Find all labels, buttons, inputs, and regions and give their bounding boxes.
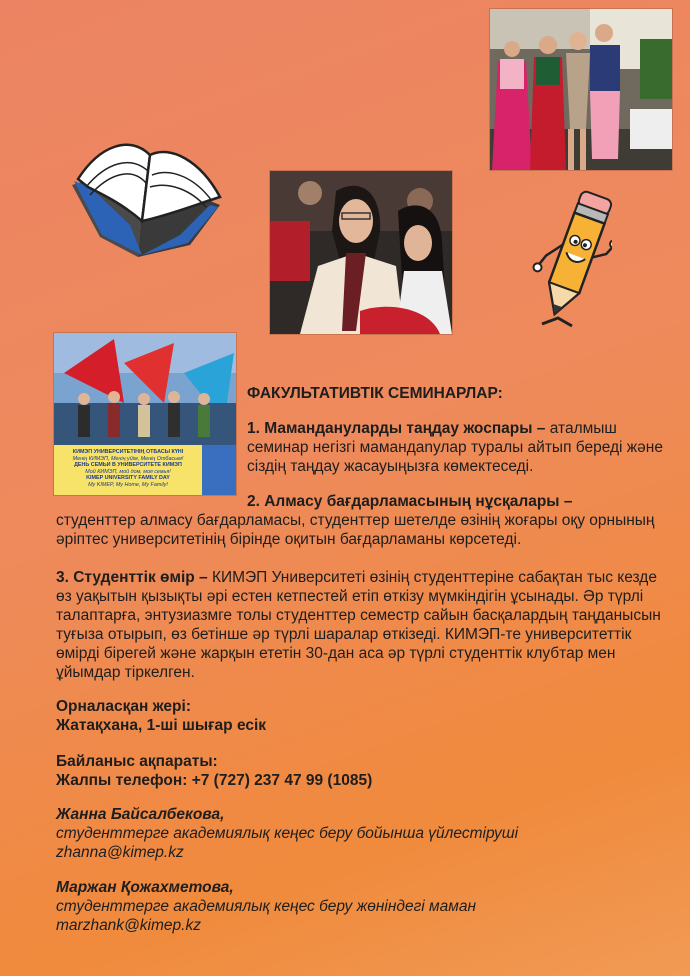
students-audience-photo [269,170,453,335]
location-section [56,697,266,735]
contacts-section [56,752,372,790]
seminar-item-2-text: студенттер алмасу бағдарламасы, студенттер шетелде өзінің жоғары оқу орнының әріптес университетінің бірінде оқитын бағдарламаны көрсетеді. [56,512,655,548]
person-role: студенттерге академиялық кеңес беру жөніндегі маман [56,898,476,915]
section-heading: ФАКУЛЬТАТИВТІК СЕМИНАРЛАР: [247,385,503,402]
pencil-icon [528,188,612,333]
banner-line: My KIMEP, My Home, My Family! [88,481,168,488]
seminar-item-text: аталмыш семинар негізгі мамандanулар туралы айтып береді және сіздің таңдау жасауыңызға көмектеседі. [247,420,663,475]
contact-person-2 [56,878,476,935]
festival-photo [489,8,673,171]
seminar-item-1 [247,419,667,476]
person-name: Жанна Байсалбекова, [56,806,225,823]
banner-line: KIMEP UNIVERSITY FAMILY DAY [86,475,170,482]
location-value: Жатақхана, 1-ші шығар есік [56,717,267,734]
seminar-item-3 [56,568,676,682]
person-role: студенттерге академиялық кеңес беру бойынша үйлестіруші [56,825,519,842]
contact-phone: Жалпы телефон: +7 (727) 237 47 99 (1085) [56,772,373,789]
person-email-link[interactable]: marzhank@kimep.kz [56,917,201,934]
event-banner [58,449,198,489]
person-name: Маржан Қожахметова, [56,879,234,896]
contact-person-1 [56,805,518,862]
banner-line: ДЕНЬ СЕМЬИ В УНИВЕРСИТЕТЕ КИМЭП [74,462,182,469]
seminar-item-title: 3. Студенттік өмір – [56,569,208,586]
seminar-item-title: 1. Мамандануларды таңдау жоспары – [247,420,546,437]
contacts-label: Байланыс ақпараты: [56,753,218,770]
family-day-event-photo [53,332,237,496]
seminar-item-2-title: 2. Алмасу бағдарламасының нұсқалары – [247,493,573,510]
person-email-link[interactable]: zhanna@kimep.kz [56,844,184,861]
banner-line: Менің КИМЭП, Менің үйім, Менің Отбасым! [72,455,184,462]
location-label: Орналасқан жері: [56,698,191,715]
banner-line: Мой КИМЭП, мой дом, моя семья! [85,468,171,475]
banner-line: КИМЭП УНИВЕРСИТЕТІНІҢ ОТБАСЫ КҮНІ [72,449,184,455]
open-book-icon [60,125,226,270]
seminar-item-text: КИМЭП Университеті өзінің студенттеріне сабақтан тыс кезде өз уақытын қызықты әрі естен кетпестей етіп өткізу мүмкіндігін ұсынады. Әр түрлі талаптарға, энтузиазмге толы студенттер семестр сайын басқалардың таңданысын туғыза отырып, өз бетінше әр түрлі шаралар өткізеді. КИМЭП-те университеттік өмірді бірегей және жарқын ететін 30-дан аса әр түрлі студенттік клубтар мен ұйымдар тіркелген. [56,569,661,681]
